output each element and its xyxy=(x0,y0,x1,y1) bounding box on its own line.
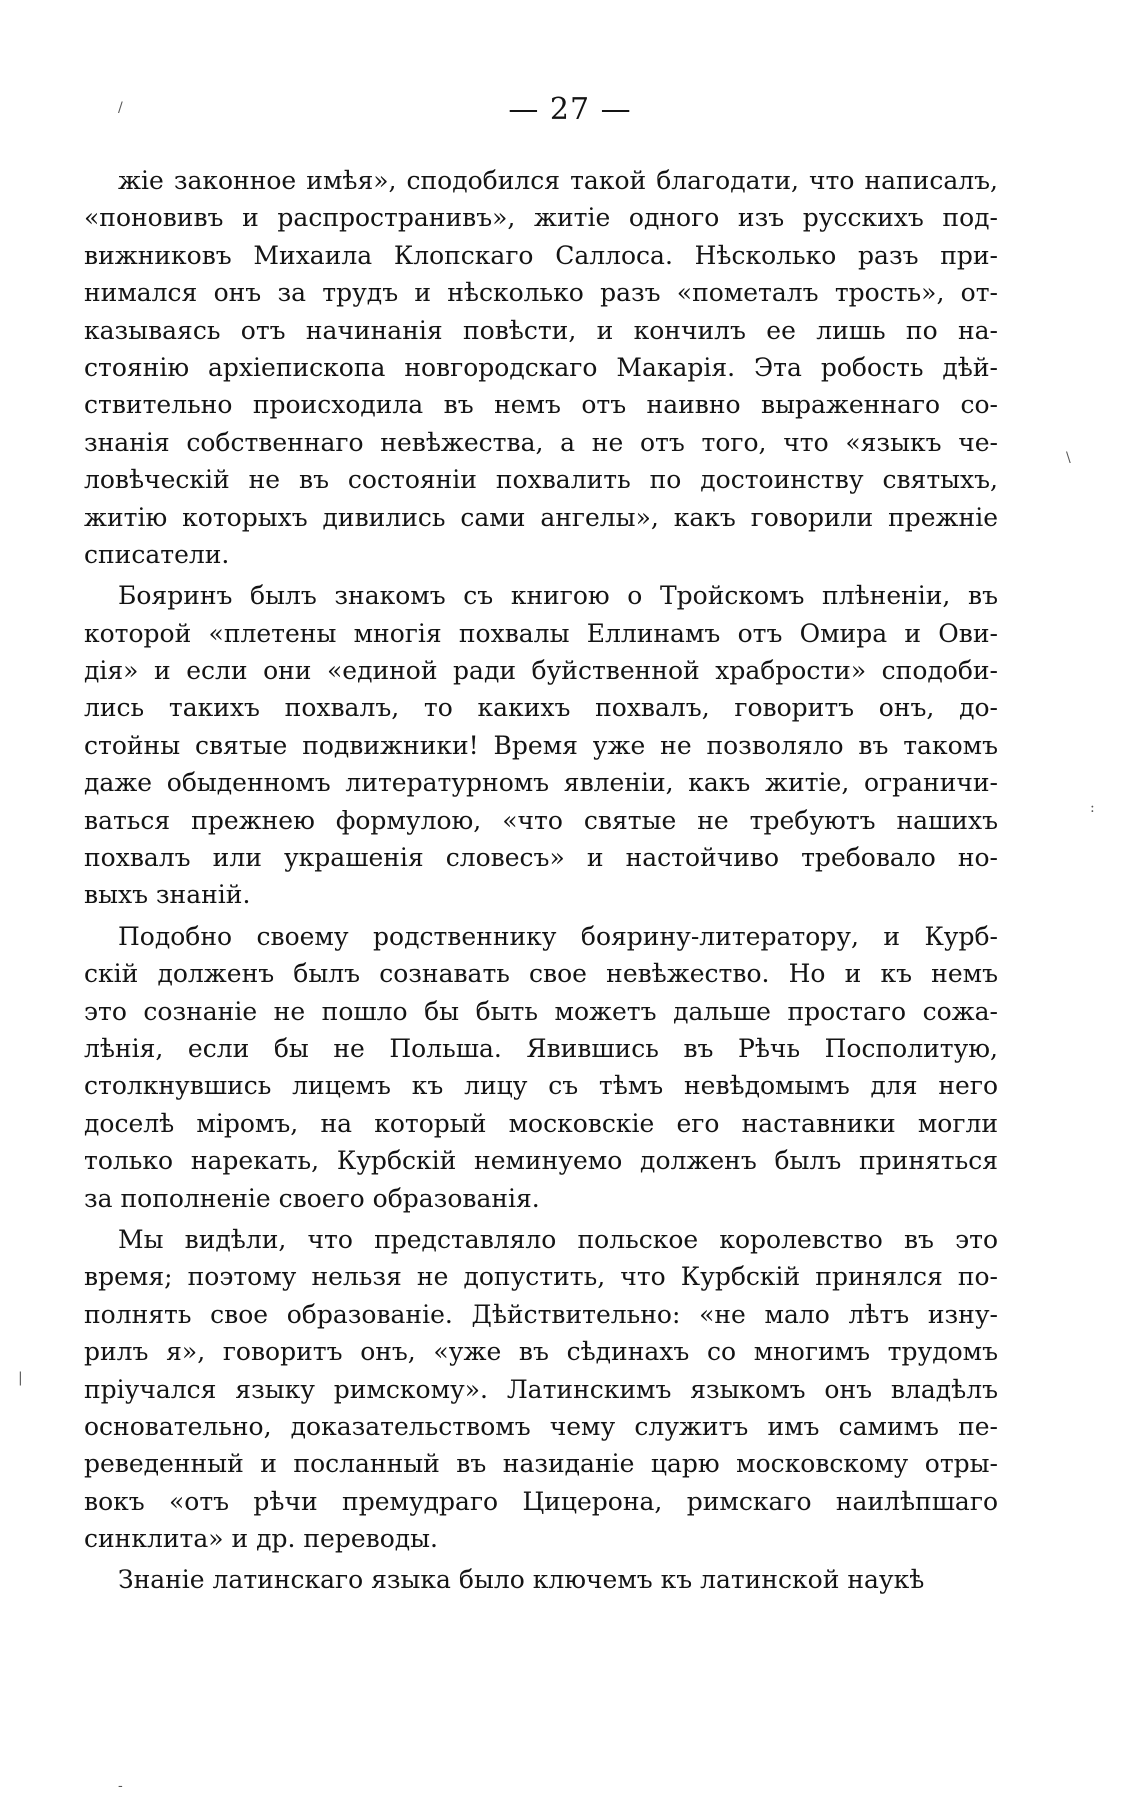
text-line: стоянію архіепископа новгородскаго Макарія. Эта робость дѣй- xyxy=(84,352,998,382)
text-line: ваться прежнею формулою, «что святые не требуютъ нашихъ xyxy=(84,805,998,835)
text-line: реведенный и посланный въ назиданіе царю московскому отры- xyxy=(84,1449,998,1479)
text-line: Знаніе латинскаго языка было ключемъ къ латинской наукѣ xyxy=(118,1565,925,1595)
text-line: доселѣ міромъ, на который московскіе его наставники могли xyxy=(84,1108,998,1138)
body-text xyxy=(84,162,998,1599)
text-line: казываясь отъ начинанія повѣсти, и кончилъ ее лишь по на- xyxy=(84,315,998,345)
text-line: даже обыденномъ литературномъ явленіи, какъ житіе, ограничи- xyxy=(84,768,998,798)
text-line: пріучался языку римскому». Латинскимъ языкомъ онъ владѣлъ xyxy=(84,1374,998,1404)
text-line: нимался онъ за трудъ и нѣсколько разъ «пометалъ трость», от- xyxy=(84,278,998,308)
text-line: ловѣческій не въ состояніи похвалить по достоинству святыхъ, xyxy=(84,465,998,495)
paragraph xyxy=(84,1561,998,1598)
paragraph xyxy=(84,918,998,1217)
text-line: дія» и если они «единой ради буйственной храбрости» сподоби- xyxy=(84,656,998,686)
scan-speck: / xyxy=(118,100,123,116)
text-line: списатели. xyxy=(84,539,230,569)
paragraph xyxy=(84,577,998,914)
text-line: Мы видѣли, что представляло польское королевство въ это xyxy=(118,1224,998,1254)
text-line: житію которыхъ дивились сами ангелы», какъ говорили прежніе xyxy=(84,502,998,532)
text-line: это сознаніе не пошло бы быть можетъ дальше простаго сожа- xyxy=(84,996,998,1026)
scan-speck: | xyxy=(18,1370,23,1386)
text-line: вижниковъ Михаила Клопскаго Саллоса. Нѣсколько разъ при- xyxy=(84,240,998,270)
text-line: лѣнія, если бы не Польша. Явившись въ Рѣчь Посполитую, xyxy=(84,1033,998,1063)
text-line: Бояринъ былъ знакомъ съ книгою о Тройскомъ плѣненіи, въ xyxy=(118,581,998,611)
paragraph xyxy=(84,1221,998,1558)
text-line: жіе законное имѣя», сподобился такой благодати, что написалъ, xyxy=(118,166,998,195)
text-line: столкнувшись лицемъ къ лицу съ тѣмъ невѣдомымъ для него xyxy=(84,1071,998,1101)
text-line: похвалъ или украшенія словесъ» и настойчиво требовало но- xyxy=(84,843,998,873)
text-line: только нарекать, Курбскій неминуемо долженъ былъ приняться xyxy=(84,1146,998,1176)
text-line: за пополненіе своего образованія. xyxy=(84,1183,540,1213)
text-line: лись такихъ похвалъ, то какихъ похвалъ, говоритъ онъ, до- xyxy=(84,693,998,723)
text-line: основательно, доказательствомъ чему служитъ имъ самимъ пе- xyxy=(84,1411,998,1441)
scan-speck: \ xyxy=(1066,450,1071,466)
text-line: синклита» и др. переводы. xyxy=(84,1524,438,1554)
text-line: «поновивъ и распространивъ», житіе одного изъ русскихъ под- xyxy=(84,203,998,233)
text-line: выхъ знаній. xyxy=(84,880,251,910)
scan-speck: - xyxy=(118,1778,123,1794)
page-number: — 27 — xyxy=(508,92,632,127)
paragraph xyxy=(84,162,998,573)
text-line: полнять свое образованіе. Дѣйствительно: «не мало лѣтъ изну- xyxy=(84,1299,998,1329)
text-line: Подобно своему родственнику боярину-литератору, и Курб- xyxy=(118,921,998,951)
text-line: время; поэтому нельзя не допустить, что Курбскій принялся по- xyxy=(84,1262,998,1292)
text-line: которой «плетены многія похвалы Еллинамъ отъ Омира и Ови- xyxy=(84,618,998,648)
text-line: ствительно происходила въ немъ отъ наивно выраженнаго со- xyxy=(84,390,998,420)
text-line: скій долженъ былъ сознавать свое невѣжество. Но и къ немъ xyxy=(84,959,998,989)
text-line: стойны святые подвижники! Время уже не позволяло въ такомъ xyxy=(84,730,998,760)
scan-speck: : xyxy=(1090,800,1095,816)
text-line: знанія собственнаго невѣжества, а не отъ того, что «языкъ че- xyxy=(84,427,998,457)
text-line: вокъ «отъ рѣчи премудраго Цицерона, римскаго наилѣпшаго xyxy=(84,1486,998,1516)
text-line: рилъ я», говоритъ онъ, «уже въ сѣдинахъ со многимъ трудомъ xyxy=(84,1337,998,1367)
